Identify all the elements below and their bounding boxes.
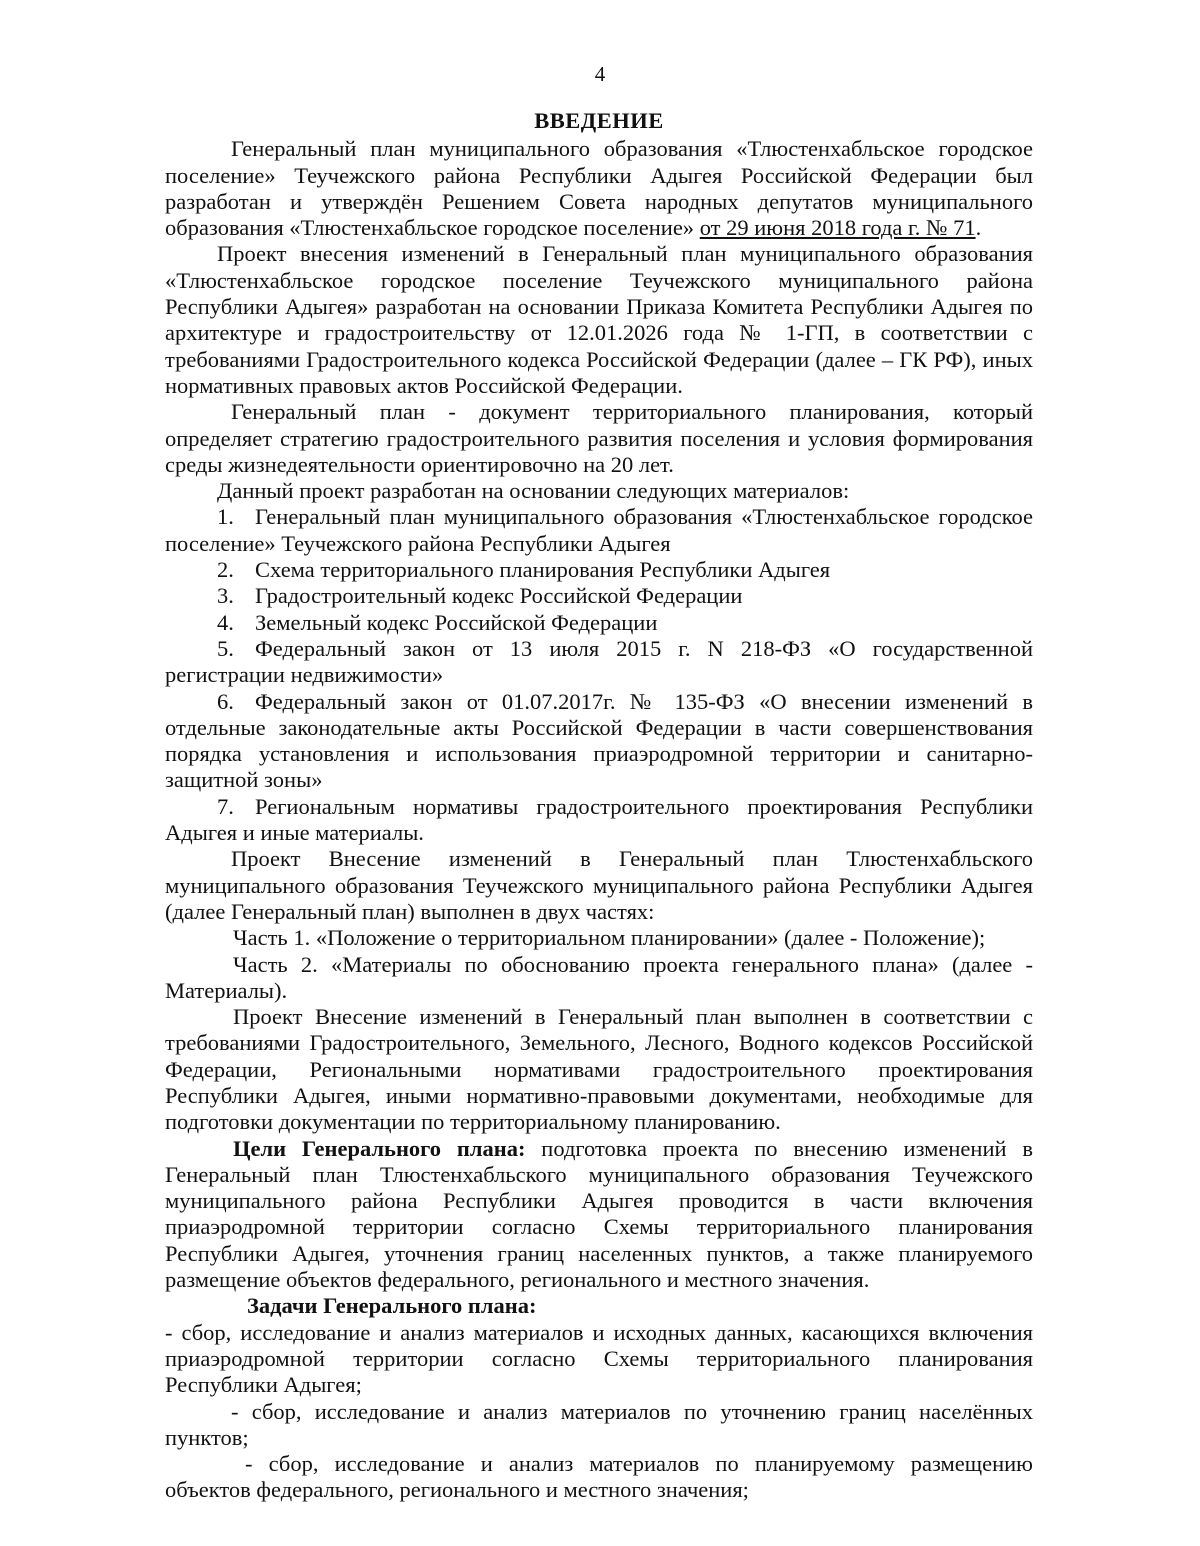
list-item <box>165 504 1033 557</box>
list-item-number: 6. <box>217 688 234 714</box>
tasks-heading <box>165 1293 1033 1319</box>
part-1-line: Часть 1. «Положение о территориальном планировании» (далее - Положение); <box>233 925 986 951</box>
intro-paragraph-4: Данный проект разработан на основании следующих материалов: <box>217 478 850 504</box>
tasks-label: Задачи Генерального плана: <box>247 1293 537 1319</box>
list-item <box>165 610 1033 636</box>
task-item: - сбор, исследование и анализ материалов по уточнению границ населённых пунктов; <box>165 1398 1033 1450</box>
part-2-line: Часть 2. «Материалы по обоснованию проекта генерального плана» (далее - Материалы). <box>165 951 1033 1003</box>
task-item: - сбор, исследование и анализ материалов и исходных данных, касающихся включения приаэродромной территории согласно Схемы территориального планирования Республики Адыгея; <box>165 1319 1033 1398</box>
list-item <box>165 557 1033 583</box>
document-page <box>165 62 1033 1504</box>
list-item-text: Земельный кодекс Российской Федерации <box>255 609 658 635</box>
list-item-text: Федеральный закон от 13 июля 2015 г. N 218-ФЗ «О государственной регистрации недвижимости» <box>165 635 1033 688</box>
list-item-text: Схема территориального планирования Республики Адыгея <box>255 557 831 583</box>
list-item <box>165 689 1033 794</box>
intro-paragraph-2: Проект внесения изменений в Генеральный план муниципального образования «Тлюстенхабльское городское поселение Теучежского муниципального района Республики Адыгея» разработан на основании Приказа Комитета Республики Адыгея по архитектуре и градостроительству от 12.01.2026 года № 1-ГП, в соответствии с требованиями Градостроительного кодекса Российской Федерации (далее – ГК РФ), иных нормативных правовых актов Российской Федерации. <box>165 241 1033 398</box>
list-item-number: 1. <box>217 504 234 530</box>
list-item <box>165 583 1033 609</box>
intro-paragraph-3: Генеральный план - документ территориального планирования, который определяет стратегию градостроительного развития поселения и условия формирования среды жизнедеятельности ориентировочно на 20 лет. <box>165 399 1033 477</box>
intro-p1-end: . <box>975 215 982 241</box>
section-heading: ВВЕДЕНИЕ <box>534 108 664 133</box>
list-item-number: 5. <box>217 635 234 661</box>
materials-list <box>165 504 1033 846</box>
list-item-text: Федеральный закон от 01.07.2017г. № 135-ФЗ «О внесении изменений в отдельные законодательные акты Российской Федерации в части совершенствования порядка установления и использования приаэродромной территории и санитарно-защитной зоны» <box>165 688 1033 793</box>
list-item <box>165 636 1033 689</box>
list-item-number: 3. <box>217 583 234 609</box>
page-number: 4 <box>594 62 606 86</box>
list-item-number: 4. <box>217 609 234 635</box>
intro-p1-text: Генеральный план муниципального образования «Тлюстенхабльское городское поселение» Теучежского района Республики Адыгея Российской Федерации был разработан и утверждён Решением Совета народных депутатов муниципального образования «Тлюстенхабльское городское поселение» <box>165 136 1033 241</box>
list-item-number: 7. <box>217 793 234 819</box>
list-item <box>165 794 1033 847</box>
task-item: - сбор, исследование и анализ материалов по планируемому размещению объектов федерального, регионального и местного значения; <box>165 1451 1033 1503</box>
list-item-text: Генеральный план муниципального образования «Тлюстенхабльское городское поселение» Теучежского района Республики Адыгея <box>165 504 1033 556</box>
list-item-text: Градостроительный кодекс Российской Федерации <box>255 583 743 609</box>
list-item-number: 2. <box>217 557 234 583</box>
decision-reference: от 29 июня 2018 года г. № 71 <box>699 215 976 241</box>
parts-intro-paragraph: Проект Внесение изменений в Генеральный план Тлюстенхабльского муниципального образования Теучежского муниципального района Республики Адыгея (далее Генеральный план) выполнен в двух частях: <box>165 846 1033 924</box>
list-item-text: Региональным нормативы градостроительного проектирования Республики Адыгея и иные материалы. <box>165 793 1033 846</box>
goals-text: подготовка проекта по внесению изменений в Генеральный план Тлюстенхабльского муниципального образования Теучежского муниципального района Республики Адыгея проводится в части включения приаэродромной территории согласно Схемы территориального планирования Республики Адыгея, уточнения границ населенных пунктов, а также планируемого размещение объектов федерального, регионального и местного значения. <box>165 1135 1033 1293</box>
goals-paragraph <box>165 1136 1033 1294</box>
goals-label: Цели Генерального плана: <box>233 1135 526 1161</box>
compliance-paragraph: Проект Внесение изменений в Генеральный план выполнен в соответствии с требованиями Градостроительного, Земельного, Лесного, Водного кодексов Российской Федерации, Региональными нормативами градостроительного проектирования Республики Адыгея, иными нормативно-правовыми документами, необходимые для подготовки документации по территориальному планированию. <box>165 1004 1033 1135</box>
intro-paragraph-1 <box>165 136 1033 241</box>
